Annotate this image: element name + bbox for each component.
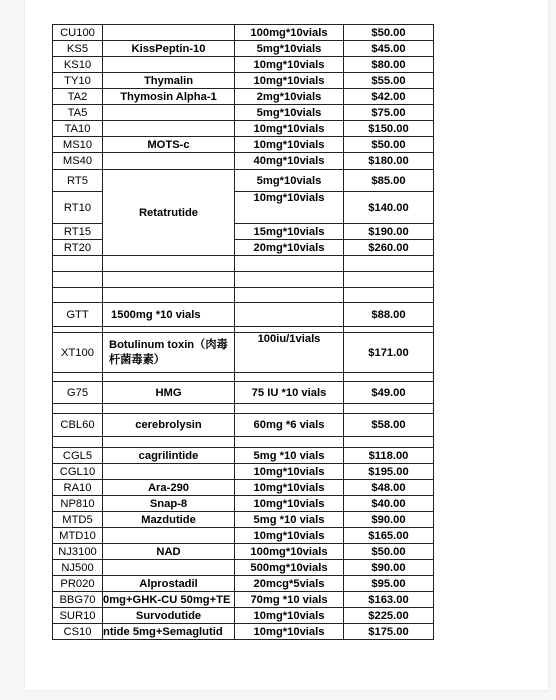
product-price — [344, 288, 434, 303]
product-name: Alprostadil — [103, 576, 235, 592]
product-code: NJ3100 — [53, 544, 103, 560]
product-code: TY10 — [53, 73, 103, 89]
product-price — [344, 373, 434, 382]
product-spec — [235, 404, 344, 414]
product-name: cerebrolysin — [103, 414, 235, 437]
product-price: $190.00 — [344, 224, 434, 240]
product-spec: 70mg *10 vials — [235, 592, 344, 608]
product-code: CS10 — [53, 624, 103, 640]
product-spec — [235, 303, 344, 327]
product-name — [103, 437, 235, 448]
table-row — [53, 256, 434, 272]
product-code: GTT — [53, 303, 103, 327]
product-name: Retatrutide — [103, 170, 235, 256]
product-price — [344, 256, 434, 272]
product-name: Survodutide — [103, 608, 235, 624]
product-name: Thymalin — [103, 73, 235, 89]
product-code — [53, 404, 103, 414]
product-spec: 5mg*10vials — [235, 41, 344, 57]
product-spec — [235, 256, 344, 272]
table-row — [53, 528, 434, 544]
product-spec: 10mg*10vials — [235, 480, 344, 496]
table-row — [53, 272, 434, 288]
product-price: $55.00 — [344, 73, 434, 89]
product-code: CU100 — [53, 25, 103, 41]
table-row — [53, 137, 434, 153]
product-spec: 10mg*10vials — [235, 73, 344, 89]
product-spec: 100mg*10vials — [235, 544, 344, 560]
product-name — [103, 25, 235, 41]
product-price: $75.00 — [344, 105, 434, 121]
product-price: $180.00 — [344, 153, 434, 170]
product-code: NP810 — [53, 496, 103, 512]
product-price: $40.00 — [344, 496, 434, 512]
table-row — [53, 73, 434, 89]
table-row — [53, 303, 434, 327]
table-row — [53, 89, 434, 105]
product-price: $85.00 — [344, 170, 434, 192]
table-row — [53, 414, 434, 437]
product-code: NJ500 — [53, 560, 103, 576]
product-name — [103, 256, 235, 272]
product-price: $88.00 — [344, 303, 434, 327]
product-code — [53, 256, 103, 272]
table-row — [53, 464, 434, 480]
product-price: $45.00 — [344, 41, 434, 57]
product-price: $118.00 — [344, 448, 434, 464]
product-spec: 10mg*10vials — [235, 137, 344, 153]
product-price: $42.00 — [344, 89, 434, 105]
table-row — [53, 382, 434, 404]
table-row — [53, 41, 434, 57]
product-name: 1500mg *10 vials — [103, 303, 235, 327]
product-name — [103, 373, 235, 382]
product-code — [53, 288, 103, 303]
product-code: TA2 — [53, 89, 103, 105]
table-row — [53, 121, 434, 137]
price-table — [52, 24, 434, 640]
product-name: Ara-290 — [103, 480, 235, 496]
product-spec: 10mg*10vials — [235, 608, 344, 624]
product-name — [103, 121, 235, 137]
table-row — [53, 153, 434, 170]
product-name: Botulinum toxin（肉毒杆菌毒素） — [103, 333, 235, 373]
product-name — [103, 404, 235, 414]
product-code: CBL60 — [53, 414, 103, 437]
product-spec: 10mg*10vials — [235, 464, 344, 480]
table-row — [53, 624, 434, 640]
product-code: RA10 — [53, 480, 103, 496]
product-price: $48.00 — [344, 480, 434, 496]
product-spec: 5mg*10vials — [235, 170, 344, 192]
product-name: 0mg+GHK-CU 50mg+TE — [103, 592, 235, 608]
product-spec: 10mg*10vials — [235, 121, 344, 137]
product-code: RT15 — [53, 224, 103, 240]
product-name: KissPeptin-10 — [103, 41, 235, 57]
product-spec — [235, 288, 344, 303]
product-name — [103, 288, 235, 303]
product-spec: 100iu/1vials — [235, 333, 344, 373]
table-row — [53, 404, 434, 414]
product-spec: 10mg*10vials — [235, 57, 344, 73]
product-price: $50.00 — [344, 137, 434, 153]
product-price: $90.00 — [344, 560, 434, 576]
product-price: $171.00 — [344, 333, 434, 373]
product-price: $50.00 — [344, 544, 434, 560]
table-row — [53, 560, 434, 576]
product-price: $50.00 — [344, 25, 434, 41]
product-code: SUR10 — [53, 608, 103, 624]
product-price: $80.00 — [344, 57, 434, 73]
product-price: $95.00 — [344, 576, 434, 592]
product-spec — [235, 272, 344, 288]
product-name: MOTS-c — [103, 137, 235, 153]
table-row — [53, 496, 434, 512]
product-name — [103, 153, 235, 170]
product-code: PR020 — [53, 576, 103, 592]
product-price: $49.00 — [344, 382, 434, 404]
product-name — [103, 560, 235, 576]
product-price: $140.00 — [344, 192, 434, 224]
table-row — [53, 170, 434, 192]
product-price: $165.00 — [344, 528, 434, 544]
product-code: MTD5 — [53, 512, 103, 528]
product-spec: 100mg*10vials — [235, 25, 344, 41]
table-row — [53, 437, 434, 448]
table-row — [53, 288, 434, 303]
table-row — [53, 25, 434, 41]
product-price: $225.00 — [344, 608, 434, 624]
product-name — [103, 105, 235, 121]
product-code: G75 — [53, 382, 103, 404]
product-name: Thymosin Alpha-1 — [103, 89, 235, 105]
product-name: HMG — [103, 382, 235, 404]
table-row — [53, 57, 434, 73]
table-row — [53, 512, 434, 528]
table-row — [53, 448, 434, 464]
product-spec: 10mg*10vials — [235, 624, 344, 640]
product-name — [103, 464, 235, 480]
product-spec: 10mg*10vials — [235, 528, 344, 544]
product-code: RT10 — [53, 192, 103, 224]
product-code: CGL5 — [53, 448, 103, 464]
product-name — [103, 57, 235, 73]
product-spec: 10mg*10vials — [235, 192, 344, 224]
product-code: XT100 — [53, 333, 103, 373]
product-code — [53, 272, 103, 288]
product-name — [103, 272, 235, 288]
product-price — [344, 272, 434, 288]
product-code: TA10 — [53, 121, 103, 137]
table-row — [53, 608, 434, 624]
product-price — [344, 404, 434, 414]
product-price: $150.00 — [344, 121, 434, 137]
product-code: CGL10 — [53, 464, 103, 480]
product-spec: 5mg*10vials — [235, 105, 344, 121]
table-row — [53, 373, 434, 382]
product-price — [344, 437, 434, 448]
product-spec: 40mg*10vials — [235, 153, 344, 170]
product-code: RT20 — [53, 240, 103, 256]
product-code: MS10 — [53, 137, 103, 153]
product-code: RT5 — [53, 170, 103, 192]
product-spec — [235, 373, 344, 382]
product-price: $58.00 — [344, 414, 434, 437]
product-code — [53, 373, 103, 382]
product-spec: 20mcg*5vials — [235, 576, 344, 592]
product-code: MTD10 — [53, 528, 103, 544]
product-price: $90.00 — [344, 512, 434, 528]
table-row — [53, 544, 434, 560]
product-name — [103, 528, 235, 544]
product-code: KS5 — [53, 41, 103, 57]
table-row — [53, 576, 434, 592]
product-price: $175.00 — [344, 624, 434, 640]
product-code — [53, 437, 103, 448]
product-name: ntide 5mg+Semaglutid — [103, 624, 235, 640]
product-price: $260.00 — [344, 240, 434, 256]
product-code: TA5 — [53, 105, 103, 121]
product-spec: 5mg *10 vials — [235, 448, 344, 464]
table-row — [53, 333, 434, 373]
product-spec — [235, 437, 344, 448]
product-name: NAD — [103, 544, 235, 560]
product-code: BBG70 — [53, 592, 103, 608]
product-name: Snap-8 — [103, 496, 235, 512]
product-spec: 500mg*10vials — [235, 560, 344, 576]
product-name: Mazdutide — [103, 512, 235, 528]
table-row — [53, 480, 434, 496]
product-price: $195.00 — [344, 464, 434, 480]
product-spec: 5mg *10 vials — [235, 512, 344, 528]
product-spec: 10mg*10vials — [235, 496, 344, 512]
product-name: cagrilintide — [103, 448, 235, 464]
product-spec: 60mg *6 vials — [235, 414, 344, 437]
product-spec: 15mg*10vials — [235, 224, 344, 240]
product-spec: 75 IU *10 vials — [235, 382, 344, 404]
product-code: KS10 — [53, 57, 103, 73]
product-price: $163.00 — [344, 592, 434, 608]
product-code: MS40 — [53, 153, 103, 170]
table-row — [53, 105, 434, 121]
product-spec: 2mg*10vials — [235, 89, 344, 105]
table-row — [53, 592, 434, 608]
product-spec: 20mg*10vials — [235, 240, 344, 256]
